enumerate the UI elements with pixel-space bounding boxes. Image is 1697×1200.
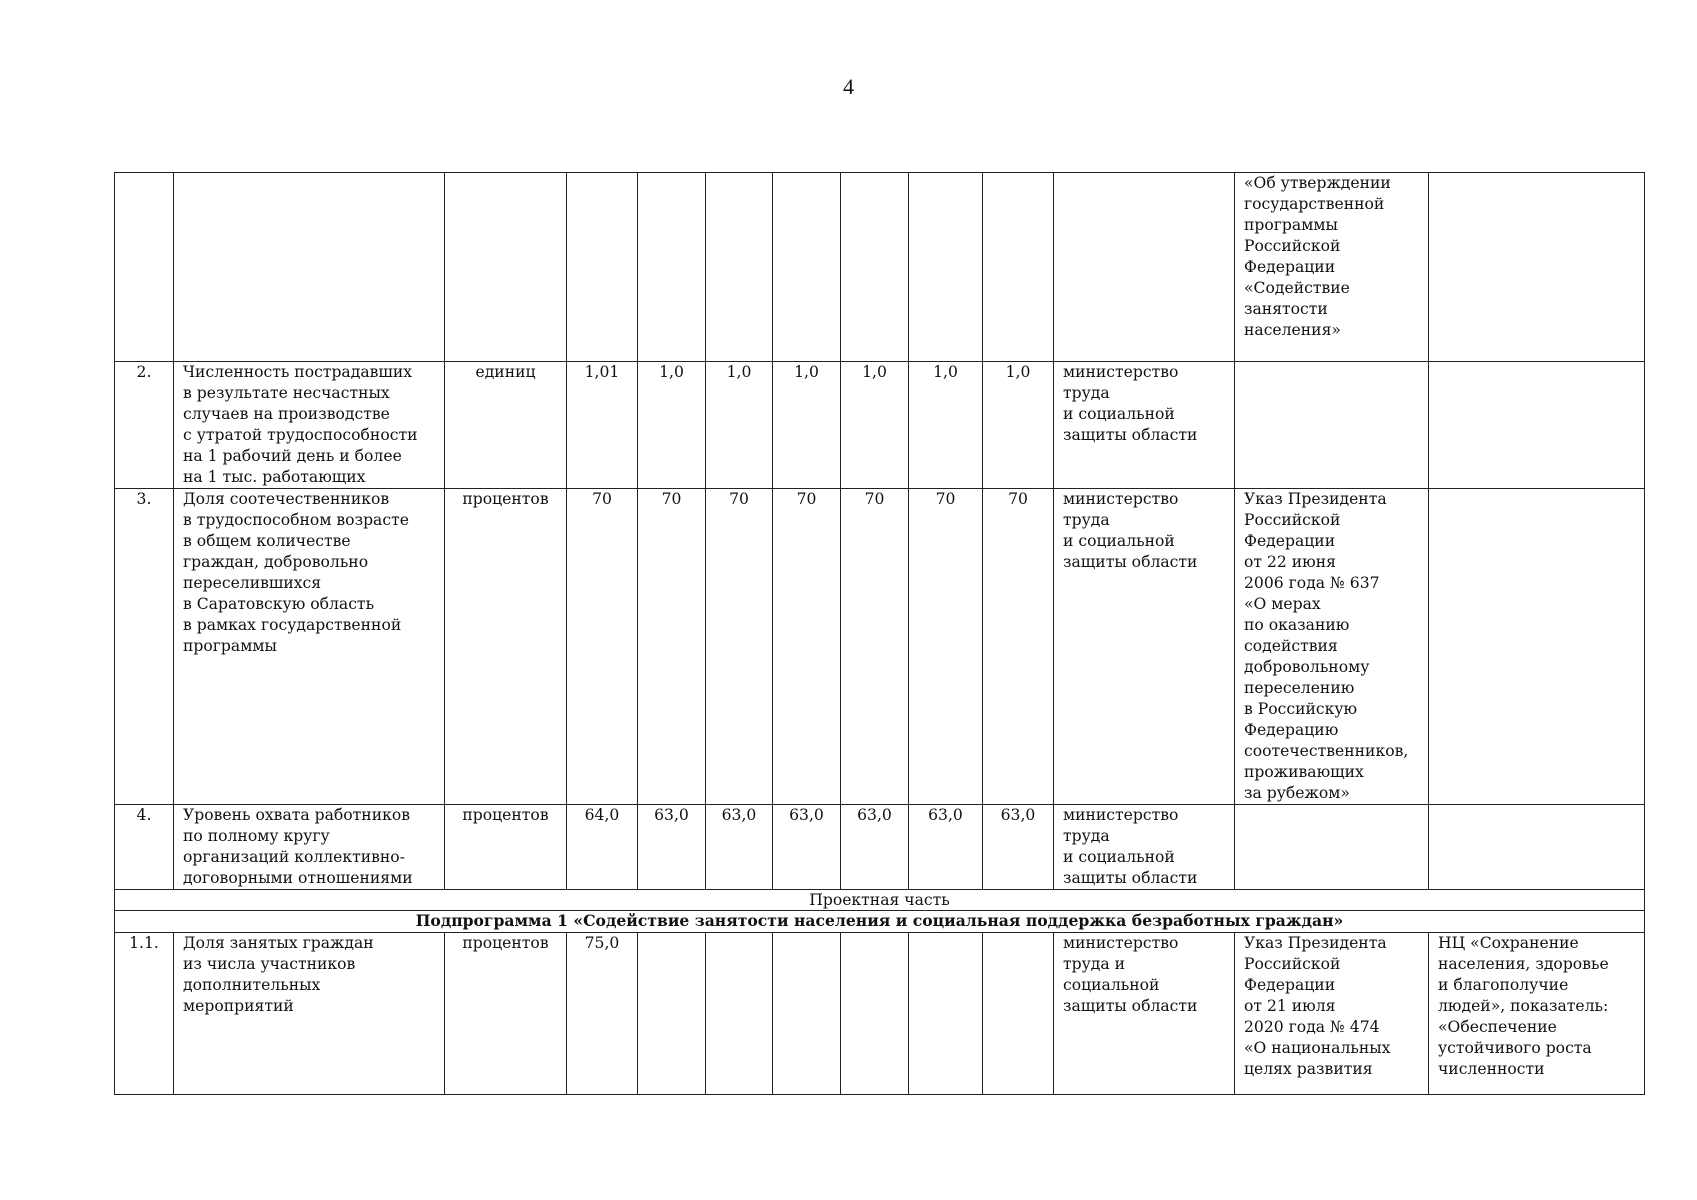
row-number: 2. bbox=[115, 362, 174, 489]
value-cell: 64,0 bbox=[567, 805, 638, 890]
indicator-name: Численность пострадавших в результате несчастных случаев на производстве с утратой трудоспособности на 1 рабочий день и более на 1 тыс. работающих bbox=[174, 362, 445, 489]
value-cell: 63,0 bbox=[841, 805, 909, 890]
value-cell bbox=[909, 933, 983, 1095]
link-cell bbox=[1429, 362, 1645, 489]
value-cell bbox=[706, 933, 773, 1095]
value-cell bbox=[983, 173, 1054, 362]
link-cell bbox=[1429, 173, 1645, 362]
row-number: 4. bbox=[115, 805, 174, 890]
value-cell: 63,0 bbox=[909, 805, 983, 890]
link-cell bbox=[1429, 489, 1645, 805]
basis-cell: «Об утверждении государственной программы Российской Федерации «Содействие занятости населения» bbox=[1235, 173, 1429, 362]
unit-cell bbox=[445, 173, 567, 362]
section-project-part: Проектная часть bbox=[115, 890, 1645, 911]
section-subprogram-title: Подпрограмма 1 «Содействие занятости населения и социальная поддержка безработных граждан» bbox=[115, 911, 1645, 933]
value-cell: 70 bbox=[983, 489, 1054, 805]
section-row bbox=[115, 890, 1645, 911]
value-cell: 1,0 bbox=[841, 362, 909, 489]
indicator-name bbox=[174, 173, 445, 362]
page-number: 4 bbox=[843, 74, 854, 99]
value-cell bbox=[638, 933, 706, 1095]
responsible-cell: министерство труда и социальной защиты области bbox=[1054, 933, 1235, 1095]
section-row bbox=[115, 911, 1645, 933]
value-cell: 70 bbox=[706, 489, 773, 805]
value-cell bbox=[983, 933, 1054, 1095]
value-cell: 63,0 bbox=[706, 805, 773, 890]
basis-cell: Указ Президента Российской Федерации от 21 июля 2020 года № 474 «О национальных целях развития bbox=[1235, 933, 1429, 1095]
table-row bbox=[115, 933, 1645, 1095]
value-cell: 63,0 bbox=[638, 805, 706, 890]
value-cell: 1,0 bbox=[638, 362, 706, 489]
responsible-cell: министерство труда и социальной защиты области bbox=[1054, 489, 1235, 805]
value-cell: 70 bbox=[567, 489, 638, 805]
value-cell: 70 bbox=[909, 489, 983, 805]
value-cell: 75,0 bbox=[567, 933, 638, 1095]
value-cell: 1,01 bbox=[567, 362, 638, 489]
basis-cell bbox=[1235, 362, 1429, 489]
indicator-name: Уровень охвата работников по полному кругу организаций коллективно- договорными отношениями bbox=[174, 805, 445, 890]
responsible-cell: министерство труда и социальной защиты области bbox=[1054, 805, 1235, 890]
basis-cell: Указ Президента Российской Федерации от 22 июня 2006 года № 637 «О мерах по оказанию содействия добровольному переселению в Российскую Федерацию соотечественников, проживающих за рубежом» bbox=[1235, 489, 1429, 805]
table-row bbox=[115, 489, 1645, 805]
responsible-cell: министерство труда и социальной защиты области bbox=[1054, 362, 1235, 489]
table-row bbox=[115, 362, 1645, 489]
value-cell: 70 bbox=[841, 489, 909, 805]
value-cell: 1,0 bbox=[909, 362, 983, 489]
table-row bbox=[115, 173, 1645, 362]
value-cell bbox=[841, 173, 909, 362]
value-cell bbox=[638, 173, 706, 362]
value-cell: 63,0 bbox=[983, 805, 1054, 890]
row-number: 1.1. bbox=[115, 933, 174, 1095]
value-cell: 1,0 bbox=[706, 362, 773, 489]
value-cell bbox=[841, 933, 909, 1095]
link-cell: НЦ «Сохранение населения, здоровье и благополучие людей», показатель: «Обеспечение устойчивого роста численности bbox=[1429, 933, 1645, 1095]
value-cell: 63,0 bbox=[773, 805, 841, 890]
value-cell bbox=[773, 173, 841, 362]
indicator-name: Доля соотечественников в трудоспособном возрасте в общем количестве граждан, добровольно переселившихся в Саратовскую область в рамках государственной программы bbox=[174, 489, 445, 805]
unit-cell: процентов bbox=[445, 933, 567, 1095]
value-cell: 70 bbox=[773, 489, 841, 805]
unit-cell: единиц bbox=[445, 362, 567, 489]
basis-cell bbox=[1235, 805, 1429, 890]
indicators-table bbox=[114, 172, 1645, 1095]
value-cell bbox=[567, 173, 638, 362]
unit-cell: процентов bbox=[445, 489, 567, 805]
table-row bbox=[115, 805, 1645, 890]
responsible-cell bbox=[1054, 173, 1235, 362]
unit-cell: процентов bbox=[445, 805, 567, 890]
indicator-name: Доля занятых граждан из числа участников дополнительных мероприятий bbox=[174, 933, 445, 1095]
value-cell: 70 bbox=[638, 489, 706, 805]
link-cell bbox=[1429, 805, 1645, 890]
value-cell bbox=[909, 173, 983, 362]
value-cell bbox=[773, 933, 841, 1095]
value-cell bbox=[706, 173, 773, 362]
row-number: 3. bbox=[115, 489, 174, 805]
row-number bbox=[115, 173, 174, 362]
value-cell: 1,0 bbox=[773, 362, 841, 489]
value-cell: 1,0 bbox=[983, 362, 1054, 489]
